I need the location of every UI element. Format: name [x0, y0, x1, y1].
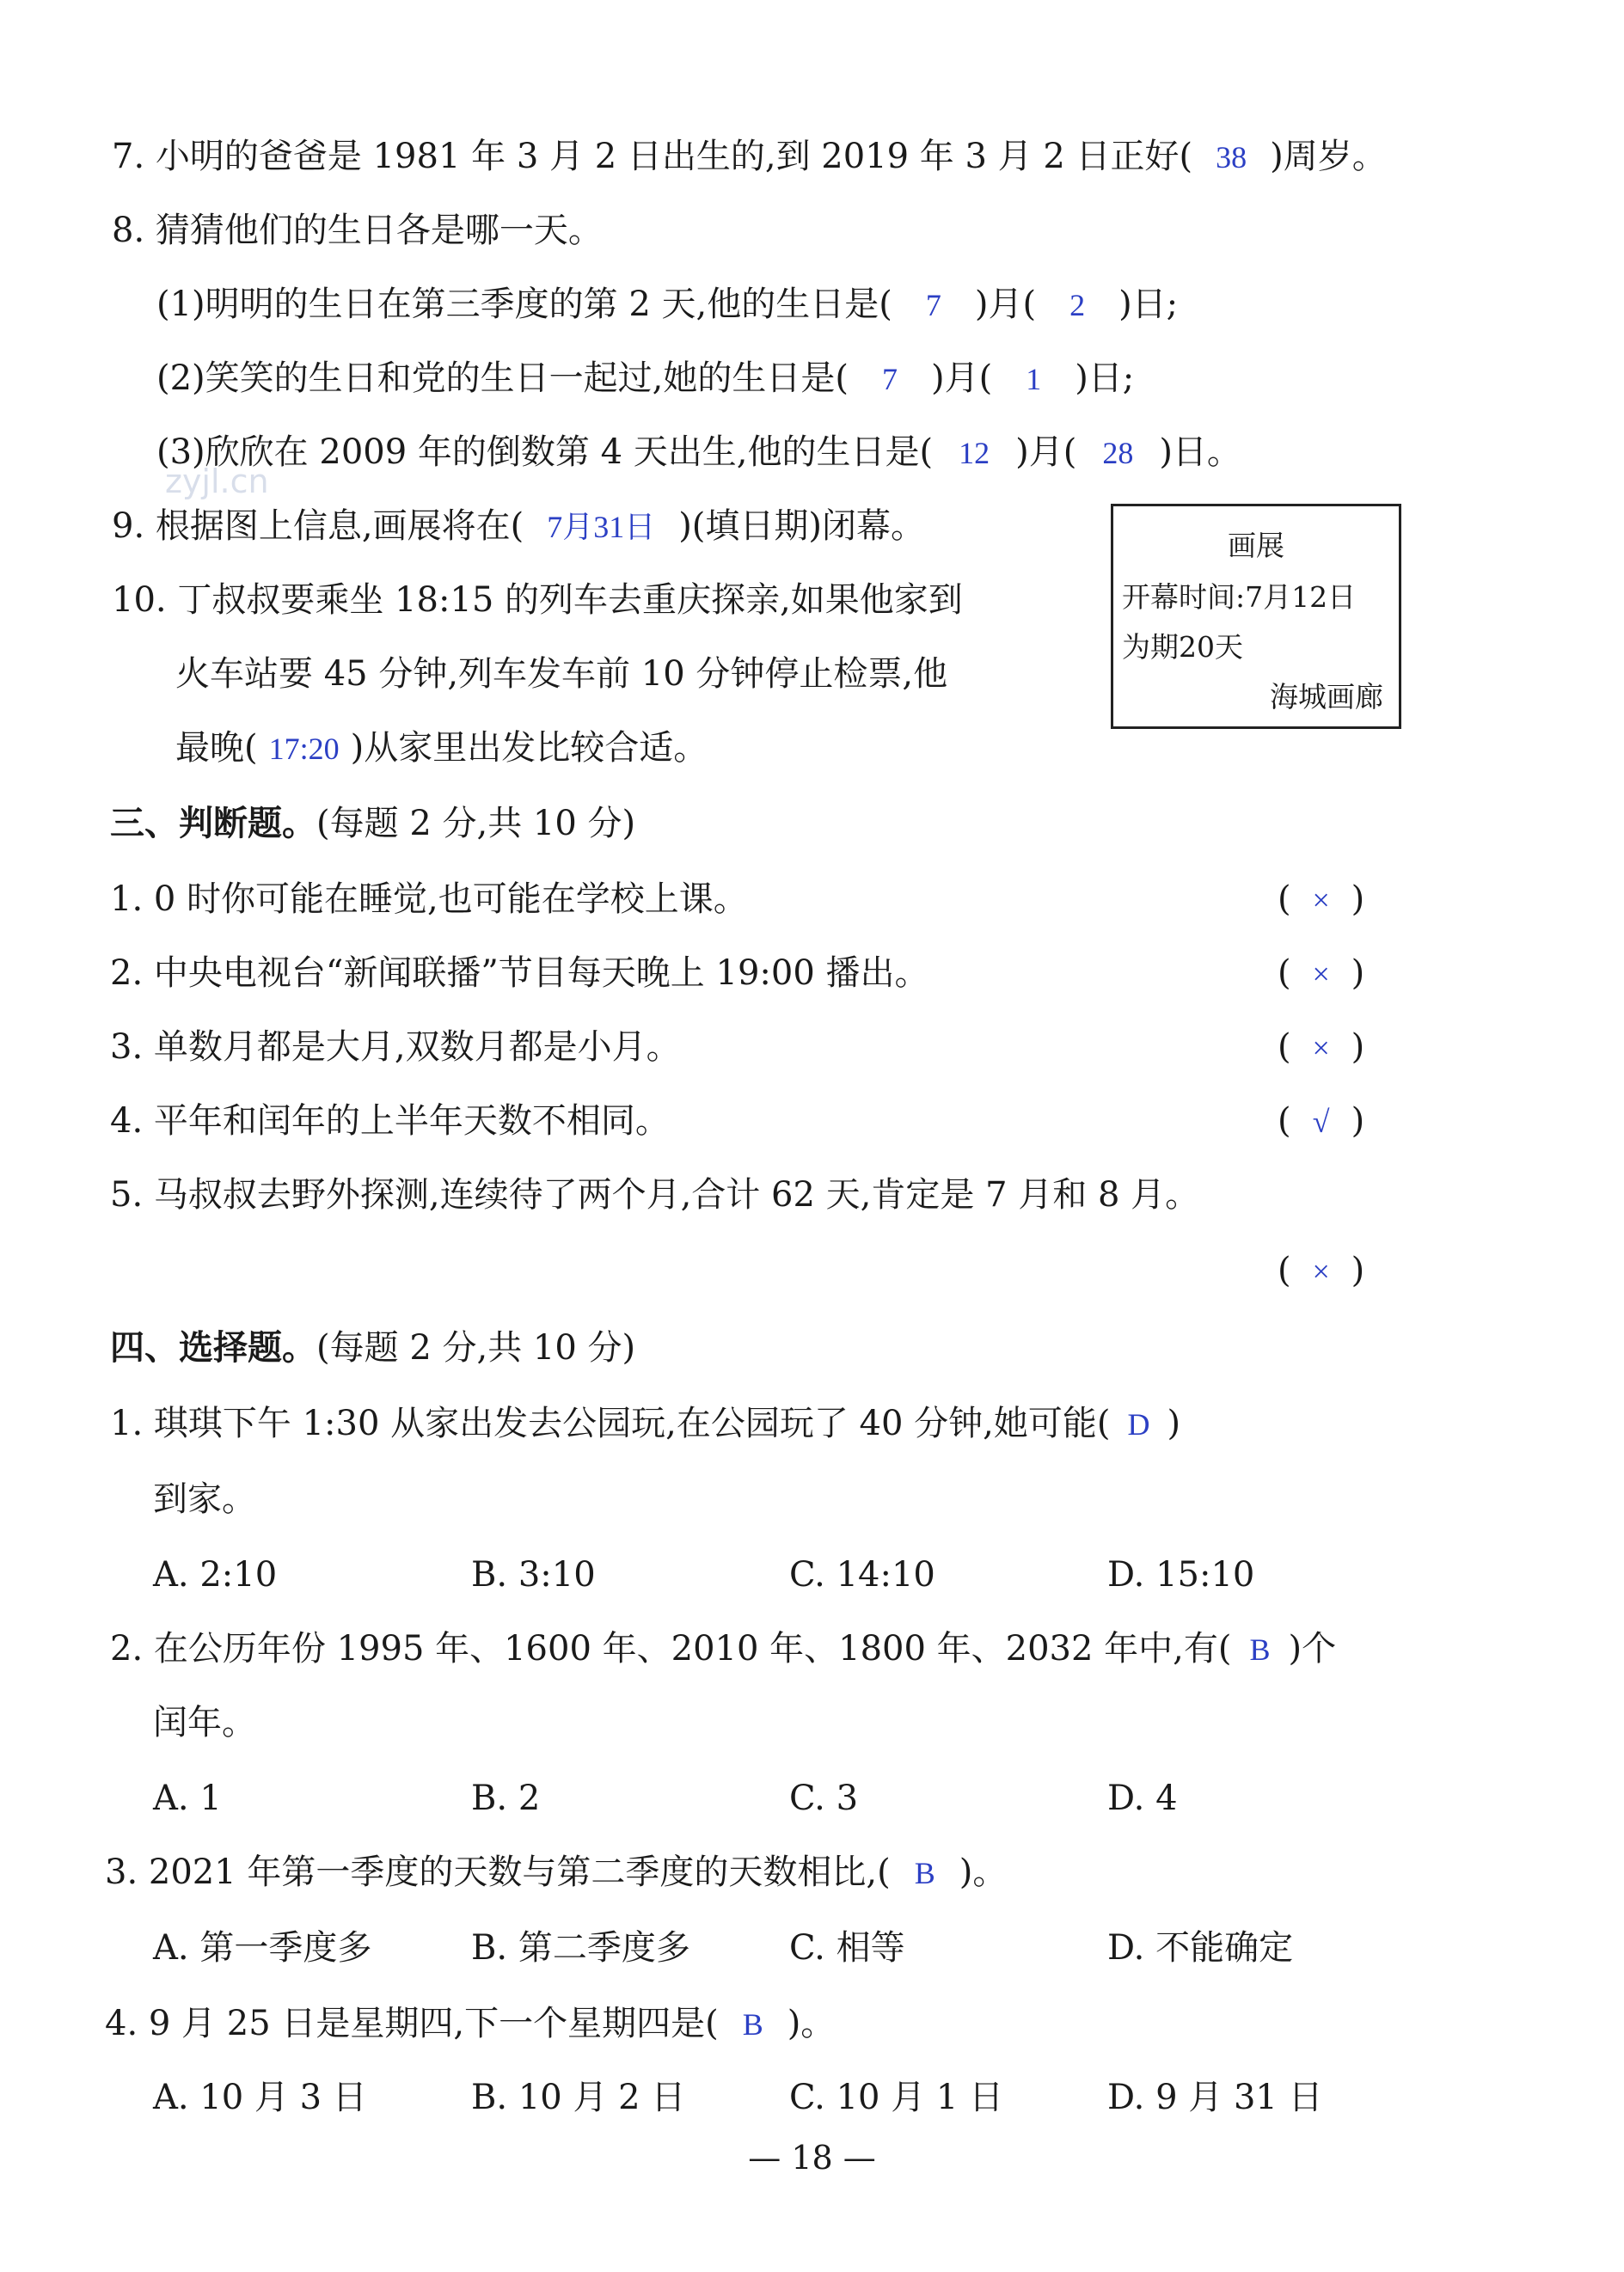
question-9 — [112, 502, 925, 551]
choice-1-text-end: ) — [1167, 1404, 1181, 1443]
judge-3-answer: × — [1312, 1031, 1330, 1065]
judge-1-answer-box: ( × ) — [1278, 875, 1364, 924]
choice-1-line-2: 到家。 — [153, 1479, 256, 1519]
question-10-line-1: 10. 丁叔叔要乘坐 18:15 的列车去重庆探亲,如果他家到 — [112, 580, 963, 620]
choice-3-text: 3. 2021 年第一季度的天数与第二季度的天数相比,( — [105, 1853, 891, 1892]
choice-2-text-end: )个 — [1288, 1629, 1337, 1669]
choice-2-option-a: A. 1 — [153, 1779, 222, 1818]
choice-4-option-b: B. 10 月 2 日 — [471, 2078, 686, 2117]
q8-p3-answer-day: 28 — [1102, 436, 1134, 470]
choice-3 — [105, 1848, 1007, 1897]
question-8-part-1 — [156, 280, 1178, 329]
question-7 — [112, 132, 1387, 181]
choice-3-text-end: )。 — [959, 1853, 1008, 1892]
choice-2-option-c: C. 3 — [789, 1779, 859, 1818]
judge-4: 4. 平年和闰年的上半年天数不相同。 — [110, 1101, 670, 1141]
judge-3-answer-box: ( × ) — [1278, 1023, 1364, 1072]
notice-opening-time: 开幕时间:7月12日 — [1122, 580, 1357, 614]
question-9-text-end: )(填日期)闭幕。 — [678, 506, 926, 546]
choice-3-option-d: D. 不能确定 — [1107, 1928, 1294, 1968]
question-10-text-end: )从家里出发比较合适。 — [350, 728, 708, 768]
exhibition-notice — [1111, 504, 1401, 729]
q8-p2-answer-month: 7 — [881, 362, 898, 396]
notice-title: 画展 — [1228, 529, 1284, 562]
section-3-note: (每题 2 分,共 10 分) — [316, 804, 636, 843]
choice-1-option-a: A. 2:10 — [153, 1555, 278, 1595]
choice-2-text: 2. 在公历年份 1995 年、1600 年、2010 年、1800 年、2032 年中,有( — [110, 1629, 1232, 1669]
judge-2-answer: × — [1312, 957, 1330, 991]
question-8-part-2 — [156, 354, 1134, 403]
judge-5-answer-box: ( × ) — [1278, 1246, 1364, 1295]
notice-duration: 为期20天 — [1122, 630, 1243, 664]
choice-2-answer: B — [1249, 1632, 1271, 1667]
choice-4-option-a: A. 10 月 3 日 — [153, 2078, 367, 2117]
choice-2-option-b: B. 2 — [471, 1779, 541, 1818]
choice-3-option-a: A. 第一季度多 — [153, 1928, 372, 1968]
question-10-answer: 17:20 — [268, 732, 340, 766]
choice-1-option-b: B. 3:10 — [471, 1555, 596, 1595]
judge-3: 3. 单数月都是大月,双数月都是小月。 — [110, 1027, 681, 1067]
choice-4-answer: B — [742, 2007, 763, 2042]
choice-4-text-end: )。 — [787, 2004, 836, 2043]
judge-2: 2. 中央电视台“新闻联播”节目每天晚上 19:00 播出。 — [110, 953, 929, 993]
choice-3-option-b: B. 第二季度多 — [471, 1928, 690, 1968]
q8-p2-text: (2)笑笑的生日和党的生日一起过,她的生日是( — [156, 358, 849, 398]
section-3-heading — [110, 799, 635, 848]
choice-2-option-d: D. 4 — [1107, 1779, 1178, 1818]
question-7-text-end: )周岁。 — [1270, 137, 1387, 176]
choice-1 — [110, 1399, 1180, 1448]
q8-p1-text-end: )日; — [1118, 285, 1179, 324]
section-4-note: (每题 2 分,共 10 分) — [316, 1328, 636, 1368]
choice-2 — [110, 1625, 1336, 1674]
q8-p2-answer-day: 1 — [1026, 362, 1042, 396]
judge-5: 5. 马叔叔去野外探测,连续待了两个月,合计 62 天,肯定是 7 月和 8 月。 — [110, 1175, 1200, 1215]
choice-2-line-2: 闰年。 — [153, 1703, 256, 1742]
judge-4-answer-box: ( √ ) — [1278, 1097, 1364, 1146]
judge-5-answer: × — [1312, 1254, 1330, 1289]
choice-1-option-c: C. 14:10 — [789, 1555, 935, 1595]
q8-p3-answer-month: 12 — [959, 436, 990, 470]
choice-4 — [105, 1999, 835, 2048]
judge-2-answer-box: ( × ) — [1278, 949, 1364, 998]
choice-1-text: 1. 琪琪下午 1:30 从家出发去公园玩,在公园玩了 40 分钟,她可能( — [110, 1404, 1111, 1443]
q8-p2-text-mid: )月( — [930, 358, 993, 398]
question-10-line-3 — [175, 724, 708, 773]
notice-gallery: 海城画廊 — [1270, 680, 1383, 713]
question-8-part-3 — [156, 428, 1241, 477]
judge-4-answer: √ — [1312, 1105, 1330, 1139]
q8-p3-text-mid: )月( — [1015, 432, 1077, 472]
question-10-line-2: 火车站要 45 分钟,列车发车前 10 分钟停止检票,他 — [175, 654, 948, 694]
q8-p3-text: (3)欣欣在 2009 年的倒数第 4 天出生,他的生日是( — [156, 432, 934, 472]
q8-p1-answer-day: 2 — [1069, 288, 1086, 322]
choice-4-option-c: C. 10 月 1 日 — [789, 2078, 1004, 2117]
watermark: zyjl.cn — [165, 462, 269, 500]
section-3-title: 三、判断题。 — [110, 803, 316, 843]
judge-1: 1. 0 时你可能在睡觉,也可能在学校上课。 — [110, 879, 748, 919]
choice-1-option-d: D. 15:10 — [1107, 1555, 1255, 1595]
q8-p2-text-end: )日; — [1075, 358, 1135, 398]
choice-3-answer: B — [914, 1856, 935, 1890]
q8-p1-text-mid: )月( — [974, 285, 1037, 324]
choice-4-text: 4. 9 月 25 日是星期四,下一个星期四是( — [105, 2004, 719, 2043]
section-4-heading — [110, 1324, 635, 1372]
question-9-text: 9. 根据图上信息,画展将在( — [112, 506, 524, 546]
page-number: — 18 — — [748, 2139, 876, 2177]
q8-p1-answer-month: 7 — [925, 288, 941, 322]
section-4-title: 四、选择题。 — [110, 1327, 316, 1368]
question-7-text: 7. 小明的爸爸是 1981 年 3 月 2 日出生的,到 2019 年 3 月 2 日正好( — [112, 137, 1193, 176]
judge-1-answer: × — [1312, 883, 1330, 917]
choice-1-answer: D — [1127, 1407, 1150, 1442]
choice-3-option-c: C. 相等 — [789, 1928, 905, 1968]
q8-p1-text: (1)明明的生日在第三季度的第 2 天,他的生日是( — [156, 285, 892, 324]
q8-p3-text-end: )日。 — [1159, 432, 1241, 472]
question-8-title: 8. 猜猜他们的生日各是哪一天。 — [112, 211, 603, 250]
question-10-text: 最晚( — [175, 728, 258, 768]
question-9-answer: 7月31日 — [547, 510, 656, 544]
question-7-answer: 38 — [1216, 140, 1247, 175]
choice-4-option-d: D. 9 月 31 日 — [1107, 2078, 1323, 2117]
